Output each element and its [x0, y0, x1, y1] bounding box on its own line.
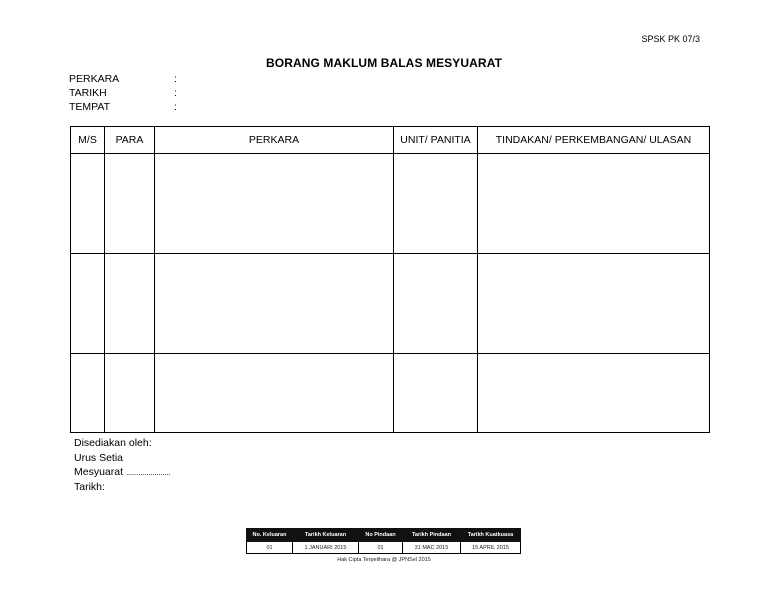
- column-header-tindakan: TINDAKAN/ PERKEMBANGAN/ ULASAN: [478, 127, 710, 154]
- meta-row-tarikh: [69, 86, 177, 100]
- meta-label: TARIKH: [69, 87, 107, 99]
- revision-value-issue-date: 1 JANUARI 2015: [293, 542, 359, 554]
- prepared-by-label: Disediakan oleh:: [74, 437, 152, 449]
- table-cell[interactable]: [155, 154, 394, 254]
- meta-label: TEMPAT: [69, 101, 111, 113]
- table-cell[interactable]: [394, 254, 478, 354]
- revision-value-issue-no: 01: [247, 542, 293, 554]
- revision-header-issue-no: No. Keluaran: [247, 529, 293, 542]
- form-title: BORANG MAKLUM BALAS MESYUARAT: [266, 56, 502, 70]
- revision-values-row: [247, 542, 521, 554]
- meta-colon: :: [174, 87, 177, 99]
- revision-header-amendment-date: Tarikh Pindaan: [403, 529, 461, 542]
- table-cell[interactable]: [105, 254, 155, 354]
- meeting-label: Mesyuarat: [74, 466, 124, 478]
- meta-row-tempat: [69, 100, 177, 114]
- document-code: SPSK PK 07/3: [641, 34, 700, 44]
- meta-row-perkara: [69, 72, 177, 86]
- revision-table: [246, 528, 521, 554]
- revision-value-amendment-date: 31 MAC 2015: [403, 542, 461, 554]
- table-cell[interactable]: [71, 354, 105, 433]
- column-header-perkara: PERKARA: [155, 127, 394, 154]
- meeting-dots: ......................: [125, 468, 171, 477]
- feedback-table: [70, 126, 710, 433]
- prepared-by-section: [74, 436, 170, 494]
- table-row: [71, 254, 710, 354]
- table-row: [71, 154, 710, 254]
- table-cell[interactable]: [155, 354, 394, 433]
- table-cell[interactable]: [394, 154, 478, 254]
- meeting-meta: [69, 72, 177, 114]
- table-cell[interactable]: [478, 154, 710, 254]
- revision-header-amendment-no: No Pindaan: [359, 529, 403, 542]
- table-cell[interactable]: [394, 354, 478, 433]
- column-header-unit-panitia: UNIT/ PANITIA: [394, 127, 478, 154]
- meta-colon: :: [174, 101, 177, 113]
- table-cell[interactable]: [71, 154, 105, 254]
- column-header-ms: M/S: [71, 127, 105, 154]
- table-cell[interactable]: [155, 254, 394, 354]
- copyright-notice: Hak Cipta Terpelihara @ JPNSel 2015: [337, 557, 431, 563]
- revision-header-issue-date: Tarikh Keluaran: [293, 529, 359, 542]
- revision-value-effective-date: 15 APRIL 2015: [461, 542, 521, 554]
- meta-label: PERKARA: [69, 73, 120, 85]
- table-row: [71, 354, 710, 433]
- table-header-row: [71, 127, 710, 154]
- table-cell[interactable]: [478, 254, 710, 354]
- revision-header-row: [247, 529, 521, 542]
- table-cell[interactable]: [105, 154, 155, 254]
- revision-header-effective-date: Tarikh Kuatkuasa: [461, 529, 521, 542]
- secretary-label: Urus Setia: [74, 451, 124, 464]
- table-cell[interactable]: [478, 354, 710, 433]
- meta-colon: :: [174, 73, 177, 85]
- table-cell[interactable]: [71, 254, 105, 354]
- meeting-line: [74, 465, 170, 480]
- date-label: Tarikh:: [74, 480, 105, 493]
- column-header-para: PARA: [105, 127, 155, 154]
- table-cell[interactable]: [105, 354, 155, 433]
- revision-value-amendment-no: 01: [359, 542, 403, 554]
